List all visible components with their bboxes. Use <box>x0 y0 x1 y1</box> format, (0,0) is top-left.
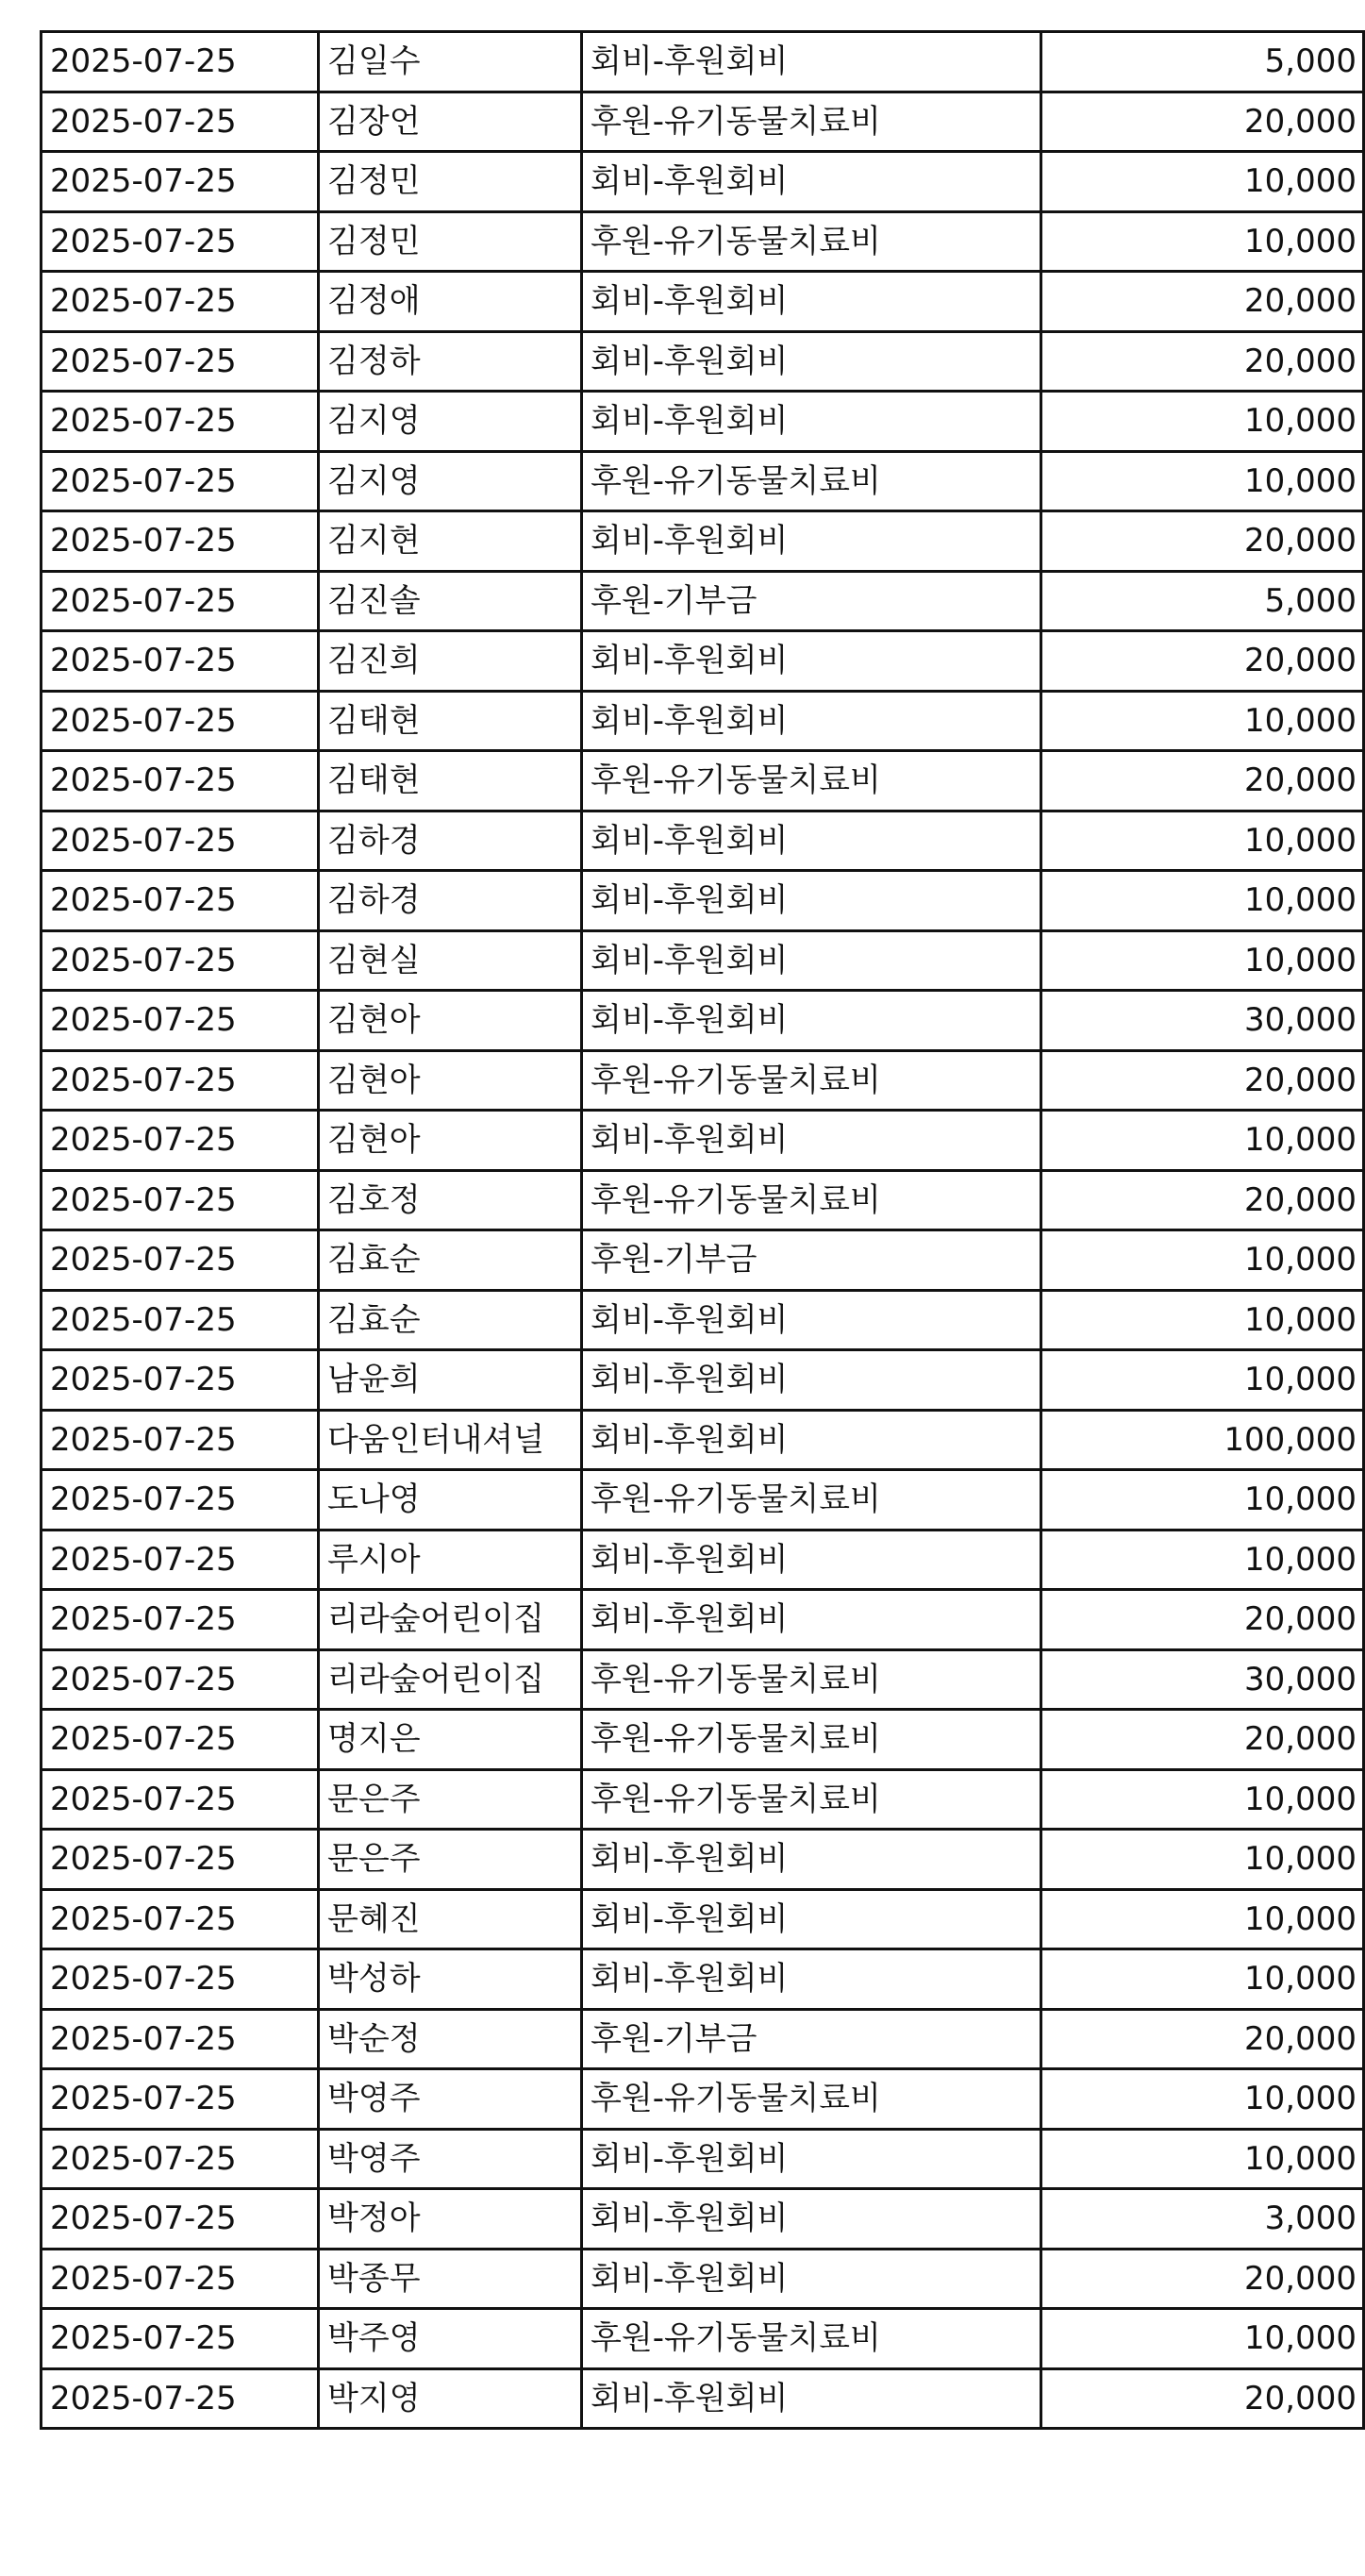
category-cell: 후원-유기동물치료비 <box>582 2309 1041 2369</box>
table-row <box>42 571 1364 631</box>
date-cell: 2025-07-25 <box>42 1710 319 1770</box>
category-cell: 회비-후원회비 <box>582 272 1041 332</box>
name-cell: 리라숲어린이집 <box>319 1649 582 1710</box>
name-cell: 루시아 <box>319 1530 582 1590</box>
date-cell: 2025-07-25 <box>42 571 319 631</box>
category-cell: 회비-후원회비 <box>582 32 1041 92</box>
date-cell: 2025-07-25 <box>42 2368 319 2429</box>
category-cell: 회비-후원회비 <box>582 1111 1041 1171</box>
category-cell: 회비-후원회비 <box>582 1350 1041 1411</box>
table-row <box>42 2309 1364 2369</box>
date-cell: 2025-07-25 <box>42 2249 319 2309</box>
date-cell: 2025-07-25 <box>42 691 319 751</box>
name-cell: 다움인터내셔널 <box>319 1410 582 1470</box>
amount-cell: 10,000 <box>1041 1350 1364 1411</box>
name-cell: 김현아 <box>319 991 582 1051</box>
table-row <box>42 2129 1364 2189</box>
category-cell: 후원-유기동물치료비 <box>582 1050 1041 1111</box>
table-row <box>42 2368 1364 2429</box>
table-row <box>42 32 1364 92</box>
date-cell: 2025-07-25 <box>42 1350 319 1411</box>
name-cell: 도나영 <box>319 1470 582 1531</box>
category-cell: 후원-유기동물치료비 <box>582 211 1041 272</box>
amount-cell: 10,000 <box>1041 1470 1364 1531</box>
amount-cell: 20,000 <box>1041 511 1364 572</box>
amount-cell: 20,000 <box>1041 2009 1364 2069</box>
table-row <box>42 1590 1364 1650</box>
table-row <box>42 751 1364 811</box>
table-row <box>42 1769 1364 1830</box>
name-cell: 김지현 <box>319 511 582 572</box>
table-row <box>42 991 1364 1051</box>
amount-cell: 20,000 <box>1041 1710 1364 1770</box>
amount-cell: 10,000 <box>1041 1769 1364 1830</box>
date-cell: 2025-07-25 <box>42 331 319 392</box>
table-row <box>42 1710 1364 1770</box>
amount-cell: 30,000 <box>1041 991 1364 1051</box>
table-row <box>42 1530 1364 1590</box>
table-row <box>42 1889 1364 1949</box>
category-cell: 회비-후원회비 <box>582 691 1041 751</box>
name-cell: 박주영 <box>319 2309 582 2369</box>
name-cell: 김정애 <box>319 272 582 332</box>
table-row <box>42 2249 1364 2309</box>
date-cell: 2025-07-25 <box>42 392 319 452</box>
amount-cell: 10,000 <box>1041 392 1364 452</box>
date-cell: 2025-07-25 <box>42 1290 319 1350</box>
date-cell: 2025-07-25 <box>42 2069 319 2130</box>
amount-cell: 30,000 <box>1041 1649 1364 1710</box>
date-cell: 2025-07-25 <box>42 211 319 272</box>
name-cell: 박영주 <box>319 2069 582 2130</box>
table-row <box>42 2009 1364 2069</box>
category-cell: 후원-유기동물치료비 <box>582 1170 1041 1230</box>
category-cell: 회비-후원회비 <box>582 2368 1041 2429</box>
amount-cell: 20,000 <box>1041 1050 1364 1111</box>
amount-cell: 20,000 <box>1041 751 1364 811</box>
date-cell: 2025-07-25 <box>42 1050 319 1111</box>
name-cell: 김하경 <box>319 871 582 931</box>
category-cell: 후원-유기동물치료비 <box>582 751 1041 811</box>
date-cell: 2025-07-25 <box>42 930 319 991</box>
table-row <box>42 1170 1364 1230</box>
date-cell: 2025-07-25 <box>42 631 319 692</box>
date-cell: 2025-07-25 <box>42 751 319 811</box>
table-row <box>42 2189 1364 2250</box>
category-cell: 회비-후원회비 <box>582 1290 1041 1350</box>
amount-cell: 20,000 <box>1041 92 1364 152</box>
category-cell: 후원-기부금 <box>582 571 1041 631</box>
amount-cell: 5,000 <box>1041 571 1364 631</box>
amount-cell: 10,000 <box>1041 211 1364 272</box>
name-cell: 김진희 <box>319 631 582 692</box>
name-cell: 박영주 <box>319 2129 582 2189</box>
name-cell: 김호정 <box>319 1170 582 1230</box>
category-cell: 후원-기부금 <box>582 2009 1041 2069</box>
category-cell: 회비-후원회비 <box>582 631 1041 692</box>
date-cell: 2025-07-25 <box>42 1769 319 1830</box>
category-cell: 회비-후원회비 <box>582 392 1041 452</box>
name-cell: 김장언 <box>319 92 582 152</box>
amount-cell: 3,000 <box>1041 2189 1364 2250</box>
amount-cell: 20,000 <box>1041 631 1364 692</box>
amount-cell: 20,000 <box>1041 2249 1364 2309</box>
amount-cell: 20,000 <box>1041 2368 1364 2429</box>
date-cell: 2025-07-25 <box>42 272 319 332</box>
date-cell: 2025-07-25 <box>42 1830 319 1890</box>
table-row <box>42 1949 1364 2010</box>
date-cell: 2025-07-25 <box>42 871 319 931</box>
category-cell: 후원-유기동물치료비 <box>582 451 1041 511</box>
table-row <box>42 1050 1364 1111</box>
date-cell: 2025-07-25 <box>42 1111 319 1171</box>
amount-cell: 10,000 <box>1041 152 1364 212</box>
category-cell: 회비-후원회비 <box>582 2129 1041 2189</box>
amount-cell: 10,000 <box>1041 1530 1364 1590</box>
table-row <box>42 272 1364 332</box>
date-cell: 2025-07-25 <box>42 511 319 572</box>
name-cell: 김현실 <box>319 930 582 991</box>
name-cell: 박성하 <box>319 1949 582 2010</box>
amount-cell: 10,000 <box>1041 1889 1364 1949</box>
table-row <box>42 631 1364 692</box>
amount-cell: 20,000 <box>1041 1590 1364 1650</box>
name-cell: 김효순 <box>319 1230 582 1291</box>
date-cell: 2025-07-25 <box>42 1649 319 1710</box>
category-cell: 후원-기부금 <box>582 1230 1041 1291</box>
amount-cell: 10,000 <box>1041 2069 1364 2130</box>
amount-cell: 10,000 <box>1041 691 1364 751</box>
table-row <box>42 1470 1364 1531</box>
category-cell: 후원-유기동물치료비 <box>582 2069 1041 2130</box>
amount-cell: 20,000 <box>1041 331 1364 392</box>
amount-cell: 100,000 <box>1041 1410 1364 1470</box>
name-cell: 박정아 <box>319 2189 582 2250</box>
table-row <box>42 152 1364 212</box>
category-cell: 회비-후원회비 <box>582 152 1041 212</box>
date-cell: 2025-07-25 <box>42 1949 319 2010</box>
amount-cell: 10,000 <box>1041 871 1364 931</box>
table-row <box>42 1290 1364 1350</box>
date-cell: 2025-07-25 <box>42 92 319 152</box>
name-cell: 문혜진 <box>319 1889 582 1949</box>
amount-cell: 10,000 <box>1041 2309 1364 2369</box>
name-cell: 김정하 <box>319 331 582 392</box>
name-cell: 문은주 <box>319 1830 582 1890</box>
name-cell: 명지은 <box>319 1710 582 1770</box>
table-row <box>42 1410 1364 1470</box>
amount-cell: 10,000 <box>1041 1111 1364 1171</box>
date-cell: 2025-07-25 <box>42 1230 319 1291</box>
category-cell: 회비-후원회비 <box>582 511 1041 572</box>
date-cell: 2025-07-25 <box>42 32 319 92</box>
category-cell: 회비-후원회비 <box>582 2189 1041 2250</box>
category-cell: 회비-후원회비 <box>582 1830 1041 1890</box>
table-row <box>42 930 1364 991</box>
date-cell: 2025-07-25 <box>42 1889 319 1949</box>
date-cell: 2025-07-25 <box>42 152 319 212</box>
date-cell: 2025-07-25 <box>42 1470 319 1531</box>
table-row <box>42 392 1364 452</box>
date-cell: 2025-07-25 <box>42 1530 319 1590</box>
category-cell: 회비-후원회비 <box>582 991 1041 1051</box>
category-cell: 후원-유기동물치료비 <box>582 1710 1041 1770</box>
name-cell: 김현아 <box>319 1050 582 1111</box>
amount-cell: 10,000 <box>1041 2129 1364 2189</box>
name-cell: 박지영 <box>319 2368 582 2429</box>
category-cell: 후원-유기동물치료비 <box>582 1470 1041 1531</box>
table-row <box>42 1649 1364 1710</box>
table-row <box>42 92 1364 152</box>
name-cell: 문은주 <box>319 1769 582 1830</box>
table-row <box>42 871 1364 931</box>
name-cell: 박순정 <box>319 2009 582 2069</box>
name-cell: 리라숲어린이집 <box>319 1590 582 1650</box>
amount-cell: 20,000 <box>1041 272 1364 332</box>
amount-cell: 5,000 <box>1041 32 1364 92</box>
category-cell: 회비-후원회비 <box>582 1949 1041 2010</box>
table-row <box>42 2069 1364 2130</box>
amount-cell: 10,000 <box>1041 1830 1364 1890</box>
amount-cell: 20,000 <box>1041 1170 1364 1230</box>
date-cell: 2025-07-25 <box>42 991 319 1051</box>
table-row <box>42 1350 1364 1411</box>
category-cell: 회비-후원회비 <box>582 1530 1041 1590</box>
category-cell: 회비-후원회비 <box>582 930 1041 991</box>
category-cell: 회비-후원회비 <box>582 811 1041 871</box>
category-cell: 회비-후원회비 <box>582 331 1041 392</box>
table-row <box>42 1830 1364 1890</box>
name-cell: 김일수 <box>319 32 582 92</box>
date-cell: 2025-07-25 <box>42 2189 319 2250</box>
name-cell: 김정민 <box>319 152 582 212</box>
date-cell: 2025-07-25 <box>42 451 319 511</box>
name-cell: 김진솔 <box>319 571 582 631</box>
category-cell: 회비-후원회비 <box>582 1410 1041 1470</box>
name-cell: 김태현 <box>319 751 582 811</box>
table-row <box>42 511 1364 572</box>
name-cell: 김현아 <box>319 1111 582 1171</box>
ledger-body <box>42 32 1364 2429</box>
table-row <box>42 1111 1364 1171</box>
category-cell: 회비-후원회비 <box>582 1590 1041 1650</box>
category-cell: 후원-유기동물치료비 <box>582 1769 1041 1830</box>
date-cell: 2025-07-25 <box>42 1590 319 1650</box>
date-cell: 2025-07-25 <box>42 2309 319 2369</box>
name-cell: 김지영 <box>319 392 582 452</box>
date-cell: 2025-07-25 <box>42 811 319 871</box>
name-cell: 김효순 <box>319 1290 582 1350</box>
date-cell: 2025-07-25 <box>42 1410 319 1470</box>
name-cell: 박종무 <box>319 2249 582 2309</box>
amount-cell: 10,000 <box>1041 451 1364 511</box>
table-row <box>42 811 1364 871</box>
date-cell: 2025-07-25 <box>42 1170 319 1230</box>
table-row <box>42 1230 1364 1291</box>
amount-cell: 10,000 <box>1041 1290 1364 1350</box>
date-cell: 2025-07-25 <box>42 2129 319 2189</box>
date-cell: 2025-07-25 <box>42 2009 319 2069</box>
category-cell: 후원-유기동물치료비 <box>582 1649 1041 1710</box>
name-cell: 김정민 <box>319 211 582 272</box>
table-row <box>42 211 1364 272</box>
category-cell: 후원-유기동물치료비 <box>582 92 1041 152</box>
amount-cell: 10,000 <box>1041 1949 1364 2010</box>
table-row <box>42 451 1364 511</box>
category-cell: 회비-후원회비 <box>582 1889 1041 1949</box>
amount-cell: 10,000 <box>1041 930 1364 991</box>
name-cell: 김지영 <box>319 451 582 511</box>
table-row <box>42 691 1364 751</box>
name-cell: 김하경 <box>319 811 582 871</box>
name-cell: 남윤희 <box>319 1350 582 1411</box>
amount-cell: 10,000 <box>1041 811 1364 871</box>
category-cell: 회비-후원회비 <box>582 2249 1041 2309</box>
name-cell: 김태현 <box>319 691 582 751</box>
donation-ledger-table <box>40 30 1365 2430</box>
category-cell: 회비-후원회비 <box>582 871 1041 931</box>
table-row <box>42 331 1364 392</box>
amount-cell: 10,000 <box>1041 1230 1364 1291</box>
